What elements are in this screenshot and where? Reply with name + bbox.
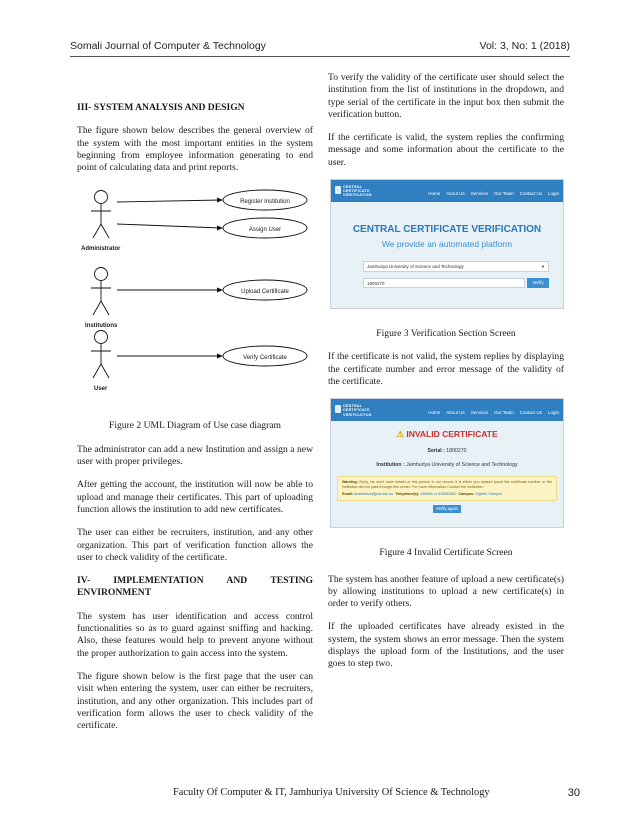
paragraph: The figure shown below is the first page that the user can visit when entering the system, user can either be recruiters, institution, and any other organization. This includes part of verification form allows the user to check validity of the certificate. [77,670,313,732]
warning-label: Warning: [342,480,358,485]
nav-services[interactable]: Services [470,191,489,197]
serial-form-row [363,278,549,288]
left-column [77,72,313,732]
paragraph: The system has user identification and access control functionalities so as to guard against sniffing and hacking. Also, these features would help to prevent anyone without the proper authorization to gain access into the system. [77,610,313,659]
paragraph: The user can either be recruiters, institution, and any other organization. This part of verification function allows the user to check validity of the certificate. [77,527,313,563]
serial-value: 1800270 [446,447,467,454]
actor-label-institutions: Institutions [85,323,118,330]
association-line [117,200,221,202]
actor-stick-figure [91,331,111,379]
contact-details [342,492,552,497]
actor-label-user: User [94,386,108,393]
uml-use-case-diagram [77,184,313,406]
nav-team[interactable]: Our Team [494,410,514,416]
actor-stick-figure [91,191,111,239]
section-heading-3: III- SYSTEM ANALYSIS AND DESIGN [77,102,245,113]
brand-line: VERIFICATION [343,193,372,198]
brand-line: CERTIFICATE [343,408,370,413]
paragraph: To verify the validity of the certificate user should select the institution from the list of institutions in the dropdown, and type serial of the certificate in the input box then submit the verification button. [328,72,564,120]
brand-line: CENTRAL [343,185,363,190]
use-case-assign-user: Assign User [248,227,282,234]
nav-login[interactable]: Login [547,191,559,197]
phone-value: 458486 or 615554550 [420,492,457,497]
journal-name: Somali Journal of Computer & Technology [70,40,266,52]
nav-links [428,407,559,419]
logo-icon [335,405,341,413]
institution-label: Institution : [376,461,405,468]
association-line [117,224,221,228]
email-label: Email: [342,492,354,497]
paragraph: If the uploaded certificates have already existed in the system, the system shows an error message. Then the system displays the upload form of the Institutions, and the user goes to step two. [328,621,564,670]
nav-team[interactable]: Our Team [494,191,514,197]
verification-screenshot [330,179,564,309]
verification-subtitle: We provide an automated platform [381,239,513,250]
right-column [328,72,564,671]
use-case-register-institution: Register Institution [240,199,290,206]
nav-services[interactable]: Services [470,410,489,416]
site-brand [343,404,372,417]
brand-line: CENTRAL [343,404,363,409]
institution-select[interactable] [363,261,549,272]
paragraph: If the certificate is not valid, the system replies by displaying the certificate number and error message of the validity of the certificate. [328,351,564,387]
invalid-title [331,428,563,440]
header-rule [70,56,570,57]
volume-info: Vol: 3, No: 1 (2018) [479,40,570,52]
chevron-down-icon: ▼ [541,263,545,269]
phone-label: Telephone(s): [395,492,420,497]
nav-home[interactable]: Home [428,410,441,416]
serial-label: Serial : [427,447,445,454]
verify-again-button[interactable]: Verify again [433,505,461,513]
section-heading-4: IV- IMPLEMENTATION AND TESTING ENVIRONMENT [77,575,313,599]
nav-login[interactable]: Login [547,410,559,416]
figure-caption: Figure 4 Invalid Certificate Screen [379,547,513,559]
brand-line: VERIFICATION [343,412,372,417]
invalid-title-text: INVALID CERTIFICATE [406,429,498,440]
nav-links [428,188,559,200]
campus-label: Campus: [458,492,475,497]
use-case-upload-certificate: Upload Certificate [241,289,289,296]
actor-stick-figure [91,268,111,316]
warning-text: Sorry, we don't have details of this person in our record, it is either you missed typed the certificate number or the institution did not pass through this center. For more information Contact the institution: [342,480,553,490]
figure-caption: Figure 3 Verification Section Screen [376,328,516,340]
verify-button[interactable]: Verify [527,278,549,288]
site-brand [343,185,372,198]
paragraph: If the certificate is valid, the system replies the confirming message and some information about the certificate to the user. [328,132,564,168]
nav-contact[interactable]: Contact Us [519,191,542,197]
brand-line: CERTIFICATE [343,189,370,194]
figure-caption: Figure 2 UML Diagram of Use case diagram [108,420,281,432]
institution-line [331,459,563,471]
paragraph: After getting the account, the institution will now be able to upload and manage their certificates. This part of uploading function allows the institution to add new certificates. [77,479,313,515]
logo-icon [335,186,341,194]
campus-value: Digfeer Campus [475,492,502,497]
nav-contact[interactable]: Contact Us [519,410,542,416]
email-link[interactable]: academics@just.edu.so [354,492,394,497]
paragraph: The figure shown below describes the general overview of the system with the most important entities in the system beginning from employee information generating to end point of calculating data and print reports. [77,125,313,174]
nav-about[interactable]: About Us [446,191,465,197]
actor-label-administrator: Administrator [81,246,121,253]
use-case-verify-certificate: Verify Certificate [243,355,287,362]
nav-about[interactable]: About Us [446,410,465,416]
serial-line [331,445,563,457]
paragraph: The system has another feature of upload a new certificate(s) by allowing institutions to upload a new certificate(s) in order to verify others. [328,573,564,610]
verification-title: CENTRAL CERTIFICATE VERIFICATION [352,224,542,236]
nav-home[interactable]: Home [428,191,441,197]
serial-input[interactable]: 1800270 [363,278,525,288]
paragraph: The administrator can add a new Institution and assign a new user with proper privileges. [77,443,313,468]
footer-affiliation: Faculty Of Computer & IT, Jamhuriya University Of Science & Technology [173,787,490,798]
warning-icon: ⚠ [396,429,404,440]
page-number: 30 [567,787,580,799]
invalid-certificate-screenshot [330,398,564,528]
institution-value: Jamhuriya University of Science and Technology [406,461,518,468]
site-navbar [331,180,563,202]
site-navbar [331,399,563,421]
warning-alert [337,476,557,501]
institution-select-value: Jamhuriya University of Science and Technology [367,263,464,269]
